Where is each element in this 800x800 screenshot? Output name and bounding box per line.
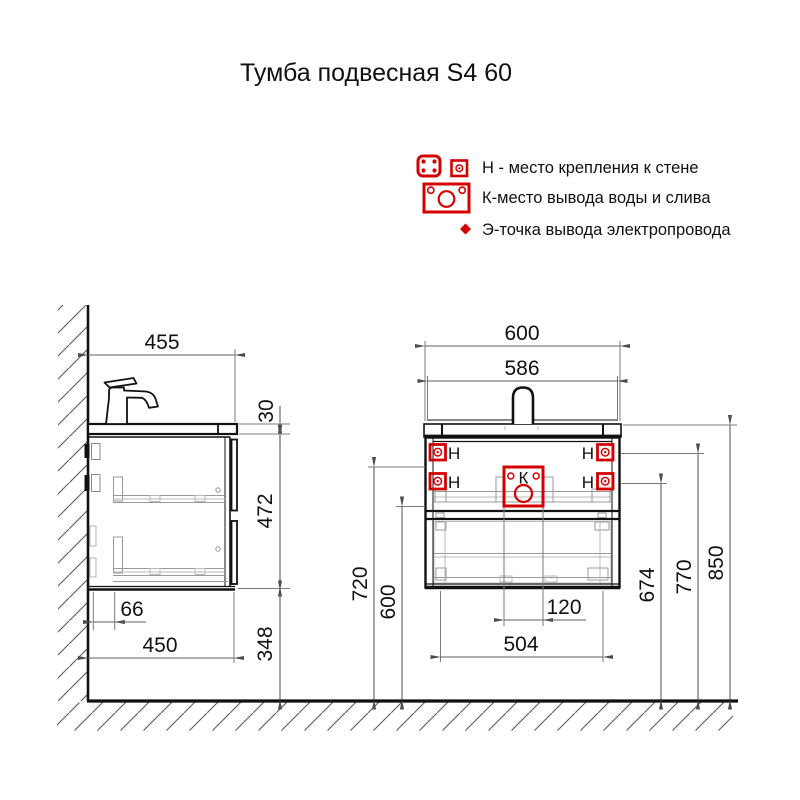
mount-letter-bottom-left: Н [448, 473, 461, 492]
dim-label-bottom-depth: 450 [142, 634, 178, 657]
wall [58, 305, 88, 701]
dim-label-inner-width: 504 [503, 633, 539, 656]
faucet [105, 378, 159, 424]
counter-side [88, 424, 237, 434]
dim-label-floor-clearance: 348 [254, 626, 277, 662]
dim-label-body-height: 472 [254, 493, 277, 529]
dim-label-worktop-height: 850 [705, 545, 728, 581]
dim-label-upper-mounts-height: 770 [673, 559, 696, 595]
drawer-fronts-side [232, 440, 238, 585]
water-drain-icon [424, 184, 469, 212]
dim-label-carcass-top-height: 720 [349, 566, 372, 602]
mount-letter-bottom-right: Н [581, 473, 594, 492]
page-title: Тумба подвесная S4 60 [240, 59, 512, 87]
dim-label-bracket-offset: 66 [120, 598, 144, 621]
drawer-hardware-side [113, 477, 228, 582]
wall-mount-icon [418, 156, 467, 176]
dim-label-lower-mounts-height: 674 [636, 567, 659, 603]
electric-point-icon [460, 224, 471, 235]
cabinet-side [88, 437, 235, 590]
faucet-hole [513, 388, 533, 425]
mount-letter-top-left: Н [448, 444, 461, 463]
drain-letter: К [518, 468, 529, 488]
mount-letter-top-right: Н [581, 444, 594, 463]
dim-label-side-depth: 455 [144, 331, 180, 354]
front-view [424, 388, 621, 627]
dim-label-basin-width: 586 [504, 357, 540, 380]
dim-label-divider-height: 600 [377, 584, 400, 620]
dim-label-width: 600 [504, 322, 540, 345]
legend-label-water-drain: К-место вывода воды и слива [482, 189, 711, 207]
dim-label-counter-thickness: 30 [255, 399, 278, 423]
legend-label-electric-point: Э-точка вывода электропровода [482, 221, 731, 239]
legend [418, 156, 731, 239]
dim-label-drain-zone-width: 120 [546, 596, 582, 619]
legend-label-wall-mount: Н - место крепления к стене [482, 159, 699, 177]
side-view [85, 378, 238, 590]
floor [57, 701, 738, 731]
